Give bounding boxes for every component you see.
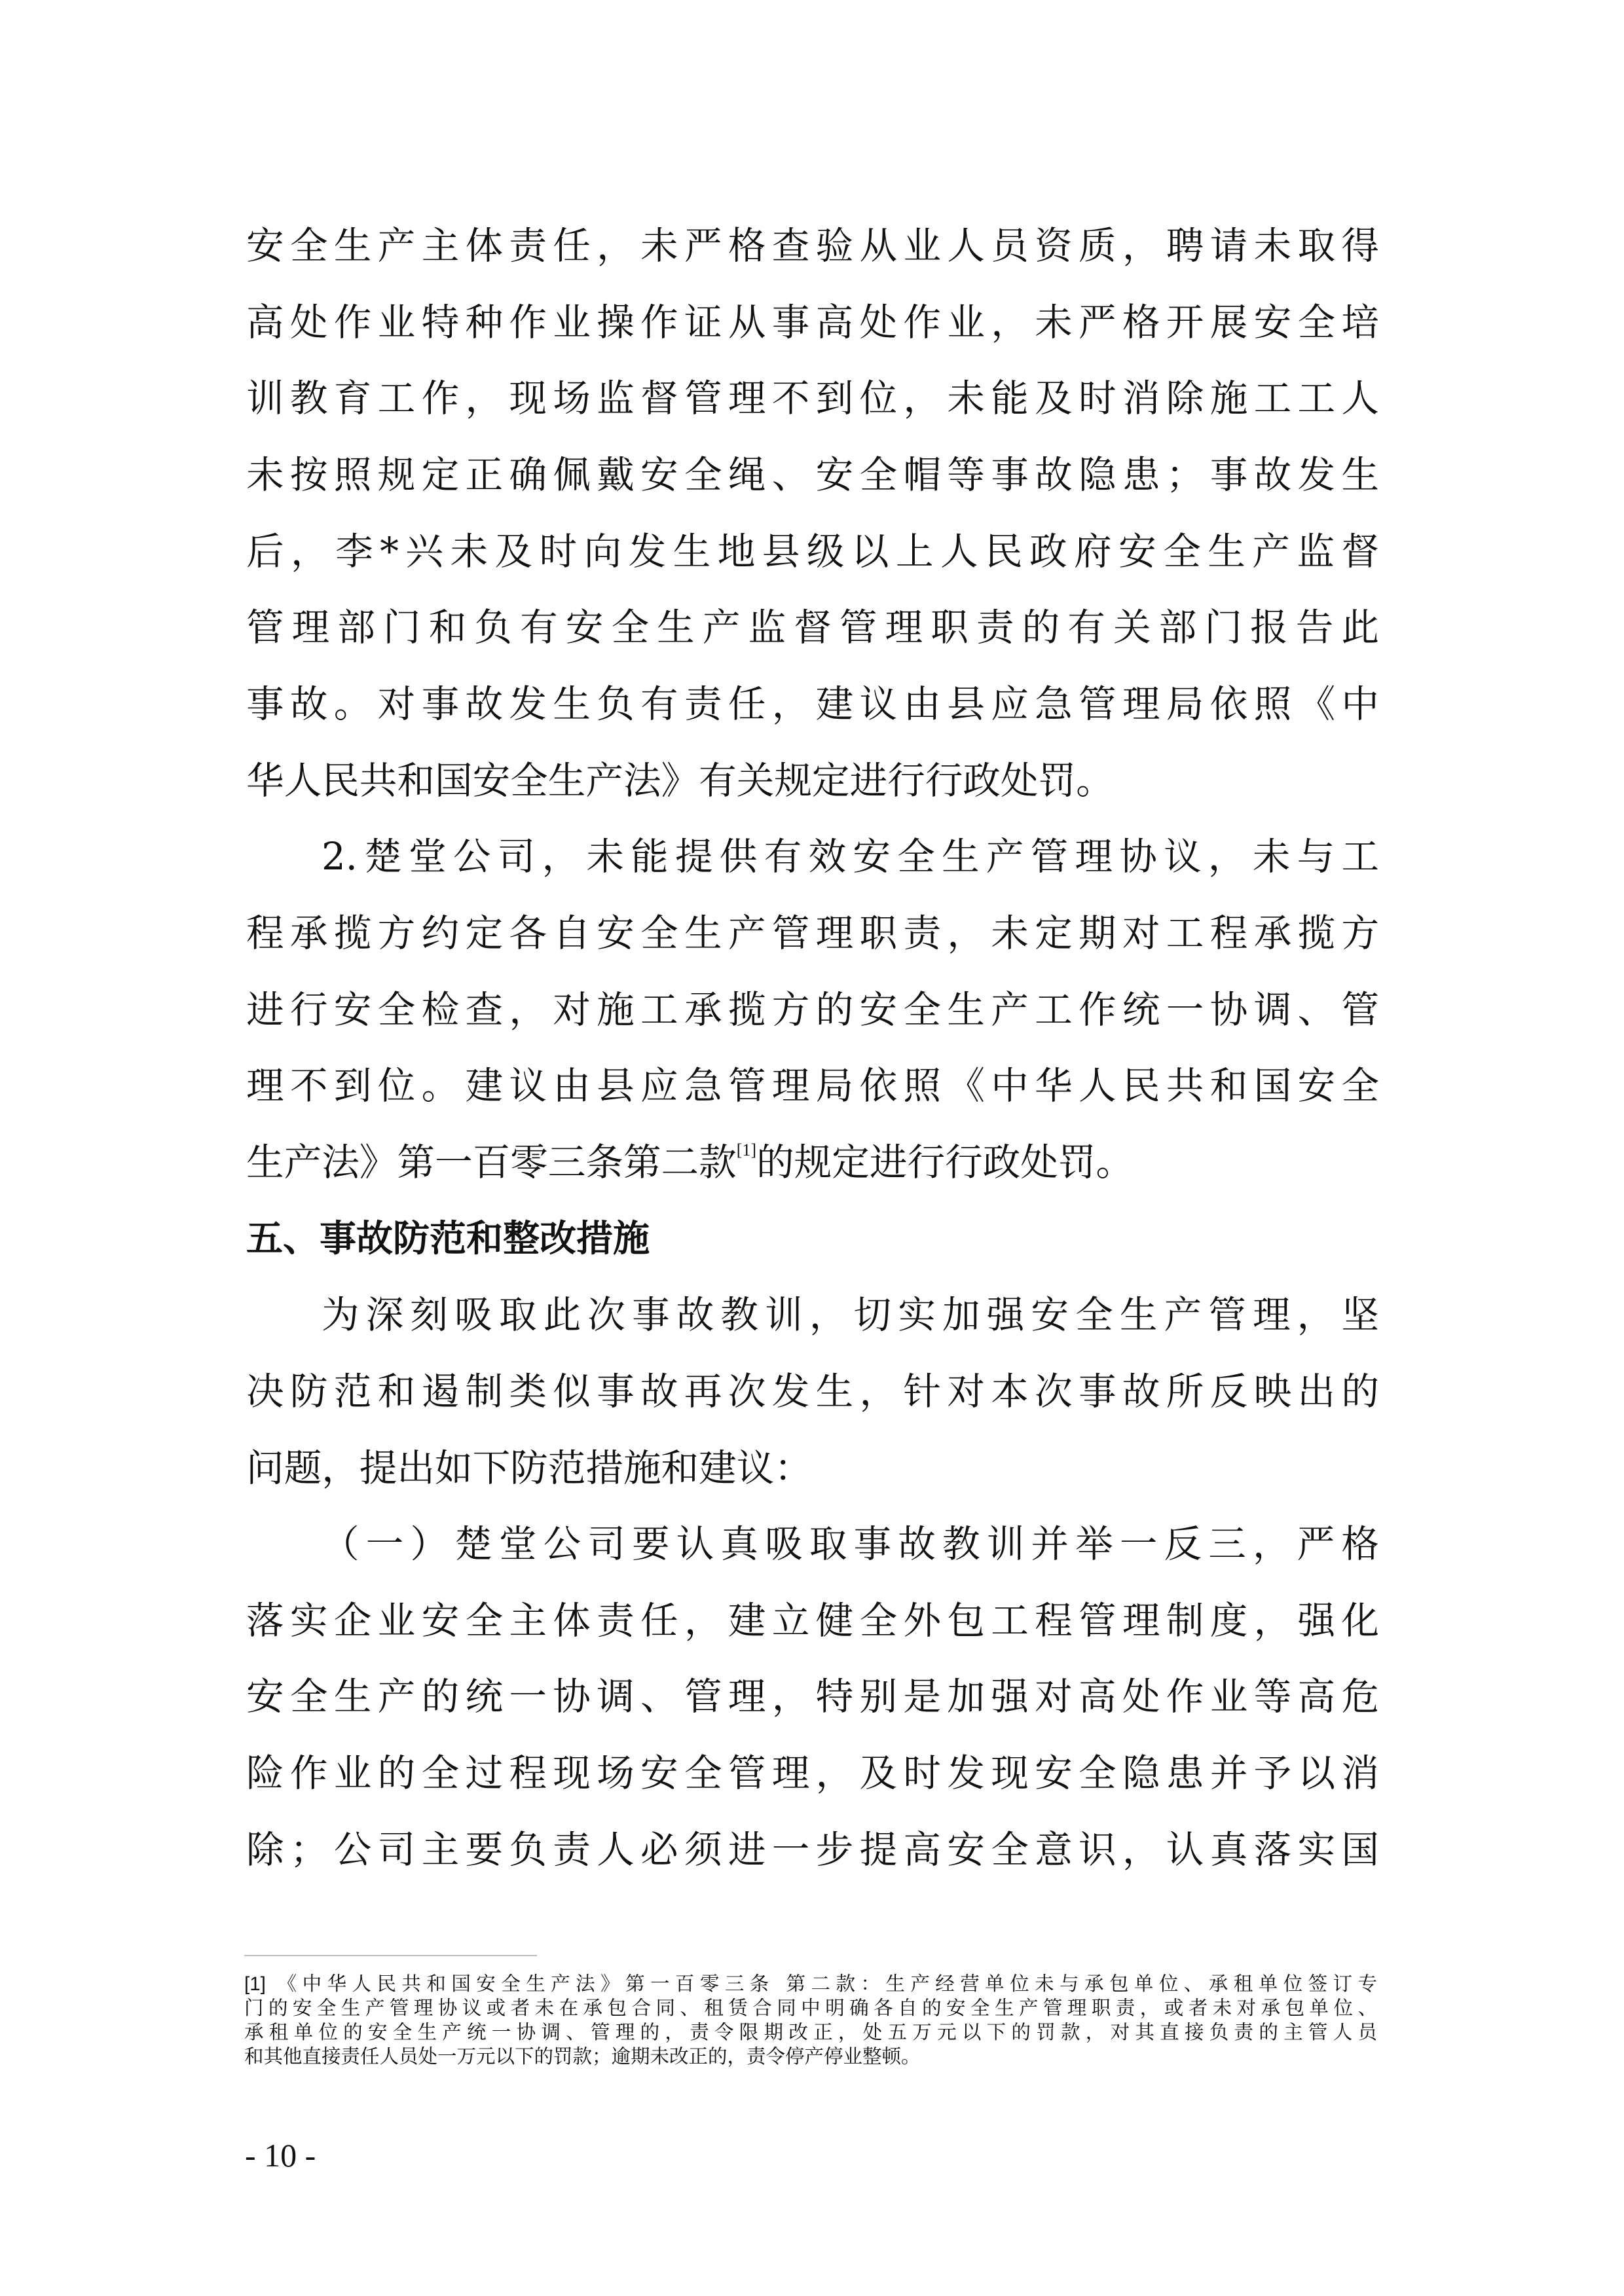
section-heading: 五、事故防范和整改措施 xyxy=(246,1217,650,1260)
text-line: 安全生产的统一协调、管理，特别是加强对高处作业等高危 xyxy=(246,1675,1379,1719)
paragraph-responsibility-li xyxy=(246,208,1379,819)
text-line: 为深刻吸取此次事故教训，切实加强安全生产管理，坚 xyxy=(322,1293,1379,1338)
footnote-reference-link[interactable]: [1] xyxy=(736,1140,757,1159)
paragraph-responsibility-chutang xyxy=(246,819,1379,1201)
footnote-label: [1] xyxy=(244,1973,266,1995)
text-line: 进行安全检查，对施工承揽方的安全生产工作统一协调、管 xyxy=(246,987,1379,1032)
footnote-line: 门的安全生产管理协议或者未在承包合同、租赁合同中明确各自的安全生产管理职责，或者未对承包单位、 xyxy=(244,1997,1377,2019)
body-text xyxy=(246,208,1379,1888)
text-segment: 生产法》第一百零三条第二款 xyxy=(246,1140,737,1184)
text-line: 2.楚堂公司，未能提供有效安全生产管理协议，未与工 xyxy=(322,835,1379,879)
footnote-line xyxy=(244,1972,1377,1996)
text-line: 决防范和遏制类似事故再次发生，针对本次事故所反映出的 xyxy=(246,1369,1379,1413)
text-line: 程承揽方约定各自安全生产管理职责，未定期对工程承揽方 xyxy=(246,911,1379,955)
text-line: 管理部门和负有安全生产监督管理职责的有关部门报告此 xyxy=(246,606,1379,650)
text-line: 训教育工作，现场监督管理不到位，未能及时消除施工工人 xyxy=(246,376,1379,421)
text-line: 险作业的全过程现场安全管理，及时发现安全隐患并予以消 xyxy=(246,1751,1379,1796)
text-line: 安全生产主体责任，未严格查验从业人员资质，聘请未取得 xyxy=(246,224,1379,268)
footnote-line: 和其他直接责任人员处一万元以下的罚款；逾期未改正的，责令停产停业整顿。 xyxy=(244,2045,921,2068)
text-line: 后，李*兴未及时向发生地县级以上人民政府安全生产监督 xyxy=(246,529,1379,574)
text-line: 未按照规定正确佩戴安全绳、安全帽等事故隐患；事故发生 xyxy=(246,452,1379,497)
text-line: 落实企业安全主体责任，建立健全外包工程管理制度，强化 xyxy=(246,1598,1379,1643)
paragraph-intro-measures xyxy=(246,1277,1379,1506)
paragraph-measure-1 xyxy=(246,1506,1379,1888)
page-number: - 10 - xyxy=(245,2137,316,2174)
text-line: （一）楚堂公司要认真吸取事故教训并举一反三，严格 xyxy=(322,1522,1379,1567)
text-segment: 的规定进行行政处罚。 xyxy=(756,1140,1134,1184)
text-line: 问题，提出如下防范措施和建议： xyxy=(246,1446,812,1490)
text-line: 高处作业特种作业操作证从事高处作业，未严格开展安全培 xyxy=(246,300,1379,344)
footnote xyxy=(244,1972,1377,2069)
text-line: 除；公司主要负责人必须进一步提高安全意识，认真落实国 xyxy=(246,1827,1379,1872)
text-line: 华人民共和国安全生产法》有关规定进行行政处罚。 xyxy=(246,758,1114,803)
text-line: 理不到位。建议由县应急管理局依照《中华人民共和国安全 xyxy=(246,1064,1379,1108)
footnote-separator xyxy=(244,1955,537,1956)
text-line: 事故。对事故发生负有责任，建议由县应急管理局依照《中 xyxy=(246,682,1379,726)
footnote-line: 承租单位的安全生产统一协调、管理的，责令限期改正，处五万元以下的罚款，对其直接负责的主管人员 xyxy=(244,2021,1377,2043)
text-line xyxy=(246,1125,1379,1201)
footnote-text: 《中华人民共和国安全生产法》第一百零三条 第二款：生产经营单位未与承包单位、承租单位签订专 xyxy=(277,1973,1377,1995)
